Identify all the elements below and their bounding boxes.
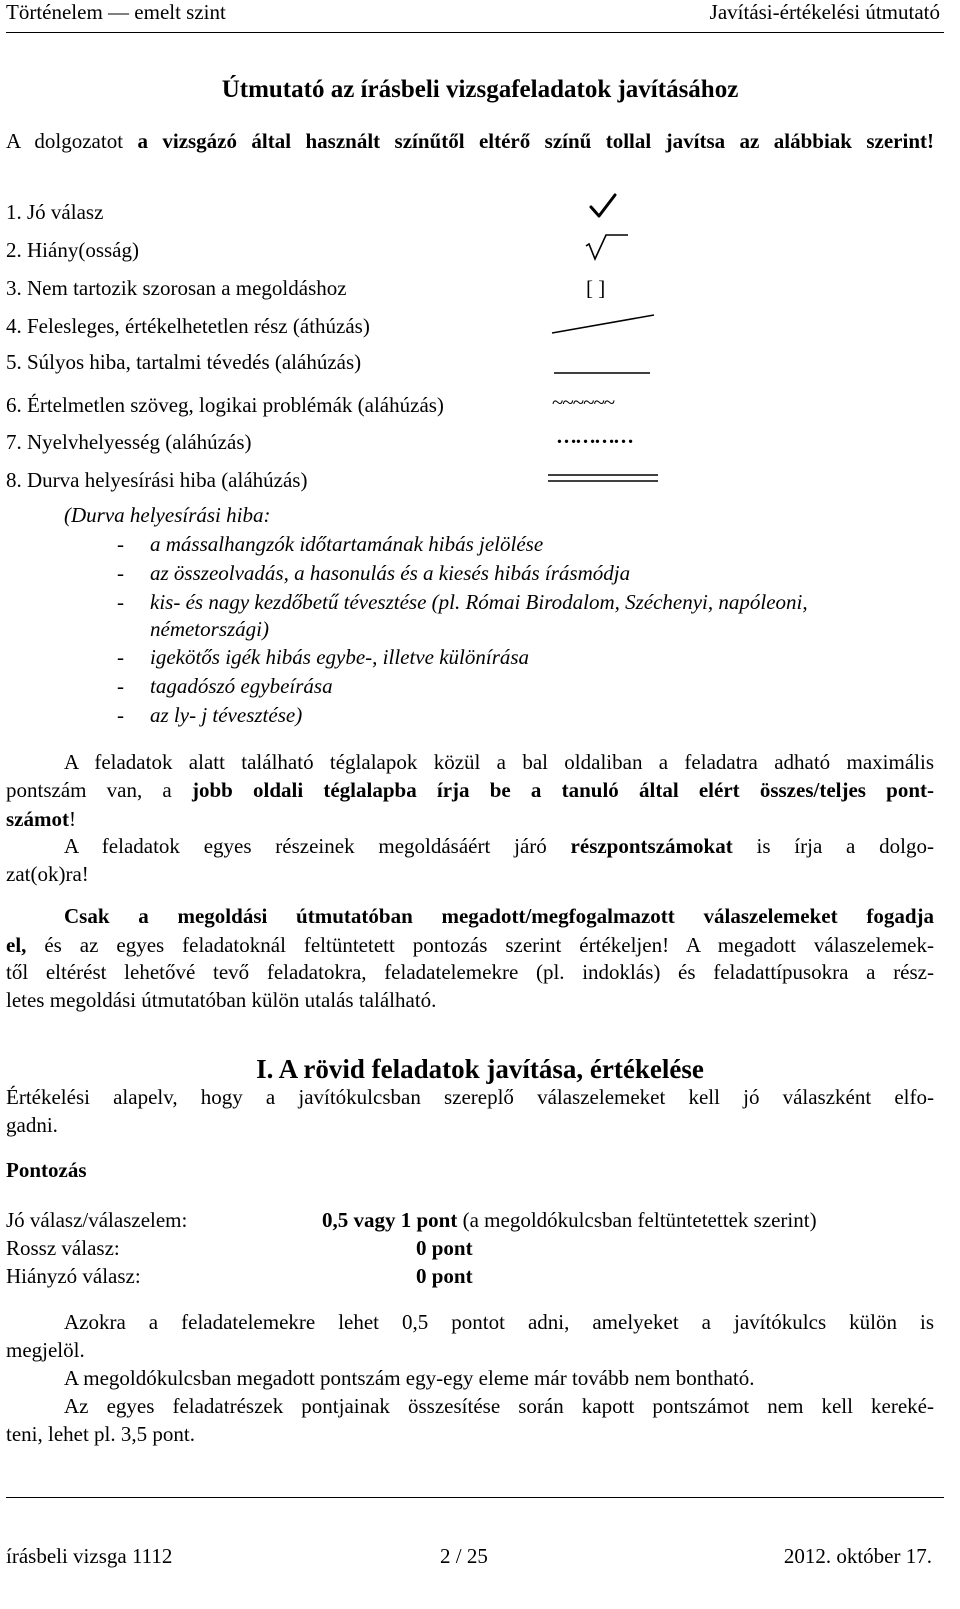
mark-label-7: 7. Nyelvhelyesség (aláhúzás)	[6, 430, 252, 454]
scoring-label-missing: Hiányzó válasz:	[6, 1264, 141, 1288]
mark-label-4: 4. Felesleges, értékelhetetlen rész (áthúzás)	[6, 314, 370, 338]
para1-emphasis: jobb oldali téglalapba írja be a tanuló által elért összes/teljes pont-	[191, 778, 934, 802]
para2-line-3: től eltérést lehetővé tevő feladatokra, feladatelemekre (pl. indoklás) és feladattípusokra a rész-	[6, 960, 934, 984]
scoring-label-wrong: Rossz válasz:	[6, 1236, 120, 1260]
scoring-label-correct: Jó válasz/válaszelem:	[6, 1208, 188, 1232]
dash: -	[117, 561, 124, 585]
spelling-item-5: tagadószó egybeírása	[150, 674, 333, 698]
spelling-item-1: a mássalhangzók időtartamának hibás jelölése	[150, 532, 544, 556]
mark-label-1: 1. Jó válasz	[6, 200, 104, 224]
para1-line-3: számot!	[6, 807, 76, 831]
dash: -	[117, 674, 124, 698]
underline-icon	[554, 370, 652, 376]
mark-label-2: 2. Hiány(osság)	[6, 238, 139, 262]
para1-line-2: pontszám van, a jobb oldali téglalapba írja be a tanuló által elért összes/teljes pont-	[6, 778, 934, 802]
header-doc-type: Javítási-értékelési útmutató	[709, 0, 940, 24]
wavy-symbol: ~~~~~~	[552, 390, 615, 414]
brackets-symbol: [ ]	[586, 276, 606, 300]
section-title: I. A rövid feladatok javítása, értékelése	[256, 1054, 704, 1084]
dash: -	[117, 590, 124, 614]
footer-date: 2012. október 17.	[783, 1544, 932, 1568]
para1-line-4: A feladatok egyes részeinek megoldásáért járó részpontszámokat is írja a dolgo-	[64, 834, 934, 858]
spelling-item-3: kis- és nagy kezdőbetű tévesztése (pl. Római Birodalom, Széchenyi, napóleoni,	[150, 590, 808, 614]
footer-rule	[6, 1497, 944, 1498]
eval-line-2: gadni.	[6, 1113, 58, 1137]
spelling-item-4: igekötős igék hibás egybe-, illetve különírása	[150, 645, 530, 669]
spelling-item-3-cont: németországi)	[150, 617, 269, 641]
radical-icon	[584, 232, 630, 262]
intro-line-1	[6, 127, 934, 156]
para2-line-1: Csak a megoldási útmutatóban megadott/megfogalmazott válaszelemeket fogadja	[64, 904, 934, 928]
header-subject: Történelem — emelt szint	[6, 0, 226, 24]
notes-line-1: Azokra a feladatelemekre lehet 0,5 pontot adni, amelyeket a javítókulcs külön is	[64, 1310, 934, 1334]
notes-line-4: Az egyes feladatrészek pontjainak összesítése során kapott pontszámot nem kell kereké-	[64, 1394, 934, 1418]
spelling-item-6: az ly- j tévesztése)	[150, 703, 303, 727]
page-title: Útmutató az írásbeli vizsgafeladatok javításához	[221, 76, 739, 103]
scoring-value-missing: 0 pont	[416, 1264, 473, 1288]
dash: -	[117, 645, 124, 669]
header-rule	[6, 32, 944, 33]
spelling-intro: (Durva helyesírási hiba:	[64, 503, 271, 527]
intro-emphasis: a vizsgázó által használt színűtől eltérő színű tollal javítsa az alábbiak szerint!	[137, 129, 934, 153]
strike-line-icon	[550, 312, 658, 336]
mark-label-8: 8. Durva helyesírási hiba (aláhúzás)	[6, 468, 308, 492]
para2-line-2: el, és az egyes feladatoknál feltüntetett pontozás szerint értékeljen! A megadott válaszelemek-	[6, 933, 934, 957]
mark-label-3: 3. Nem tartozik szorosan a megoldáshoz	[6, 276, 347, 300]
scoring-row-correct: 0,5 vagy 1 pont (a megoldókulcsban feltüntetettek szerint)	[322, 1208, 817, 1232]
notes-line-5: teni, lehet pl. 3,5 pont.	[6, 1422, 195, 1446]
para1-line-5: zat(ok)ra!	[6, 862, 89, 886]
intro-text: A dolgozatot	[6, 129, 138, 153]
page-number: 2 / 25	[440, 1544, 488, 1568]
scoring-heading: Pontozás	[6, 1158, 87, 1182]
para2-line-4: letes megoldási útmutatóban külön utalás található.	[6, 988, 437, 1012]
mark-label-5: 5. Súlyos hiba, tartalmi tévedés (aláhúzás)	[6, 350, 362, 374]
mark-label-6: 6. Értelmetlen szöveg, logikai problémák (aláhúzás)	[6, 393, 444, 417]
eval-line-1: Értékelési alapelv, hogy a javítókulcsban szereplő válaszelemeket kell jó válaszként elfo-	[6, 1085, 934, 1109]
double-underline-icon	[548, 472, 660, 484]
partial-score-emphasis: részpontszámokat	[570, 834, 733, 858]
notes-line-2: megjelöl.	[6, 1338, 85, 1362]
dash: -	[117, 703, 124, 727]
dotted-symbol: …………	[556, 424, 632, 448]
footer-exam-code: írásbeli vizsga 1112	[6, 1544, 173, 1568]
spelling-item-2: az összeolvadás, a hasonulás és a kiesés hibás írásmódja	[150, 561, 631, 585]
dash: -	[117, 532, 124, 556]
checkmark-icon	[588, 192, 618, 220]
notes-line-3: A megoldókulcsban megadott pontszám egy-egy eleme már tovább nem bontható.	[64, 1366, 755, 1390]
para1-line-1: A feladatok alatt található téglalapok közül a bal oldaliban a feladatra adható maximális	[64, 750, 934, 774]
scoring-value-wrong: 0 pont	[416, 1236, 473, 1260]
